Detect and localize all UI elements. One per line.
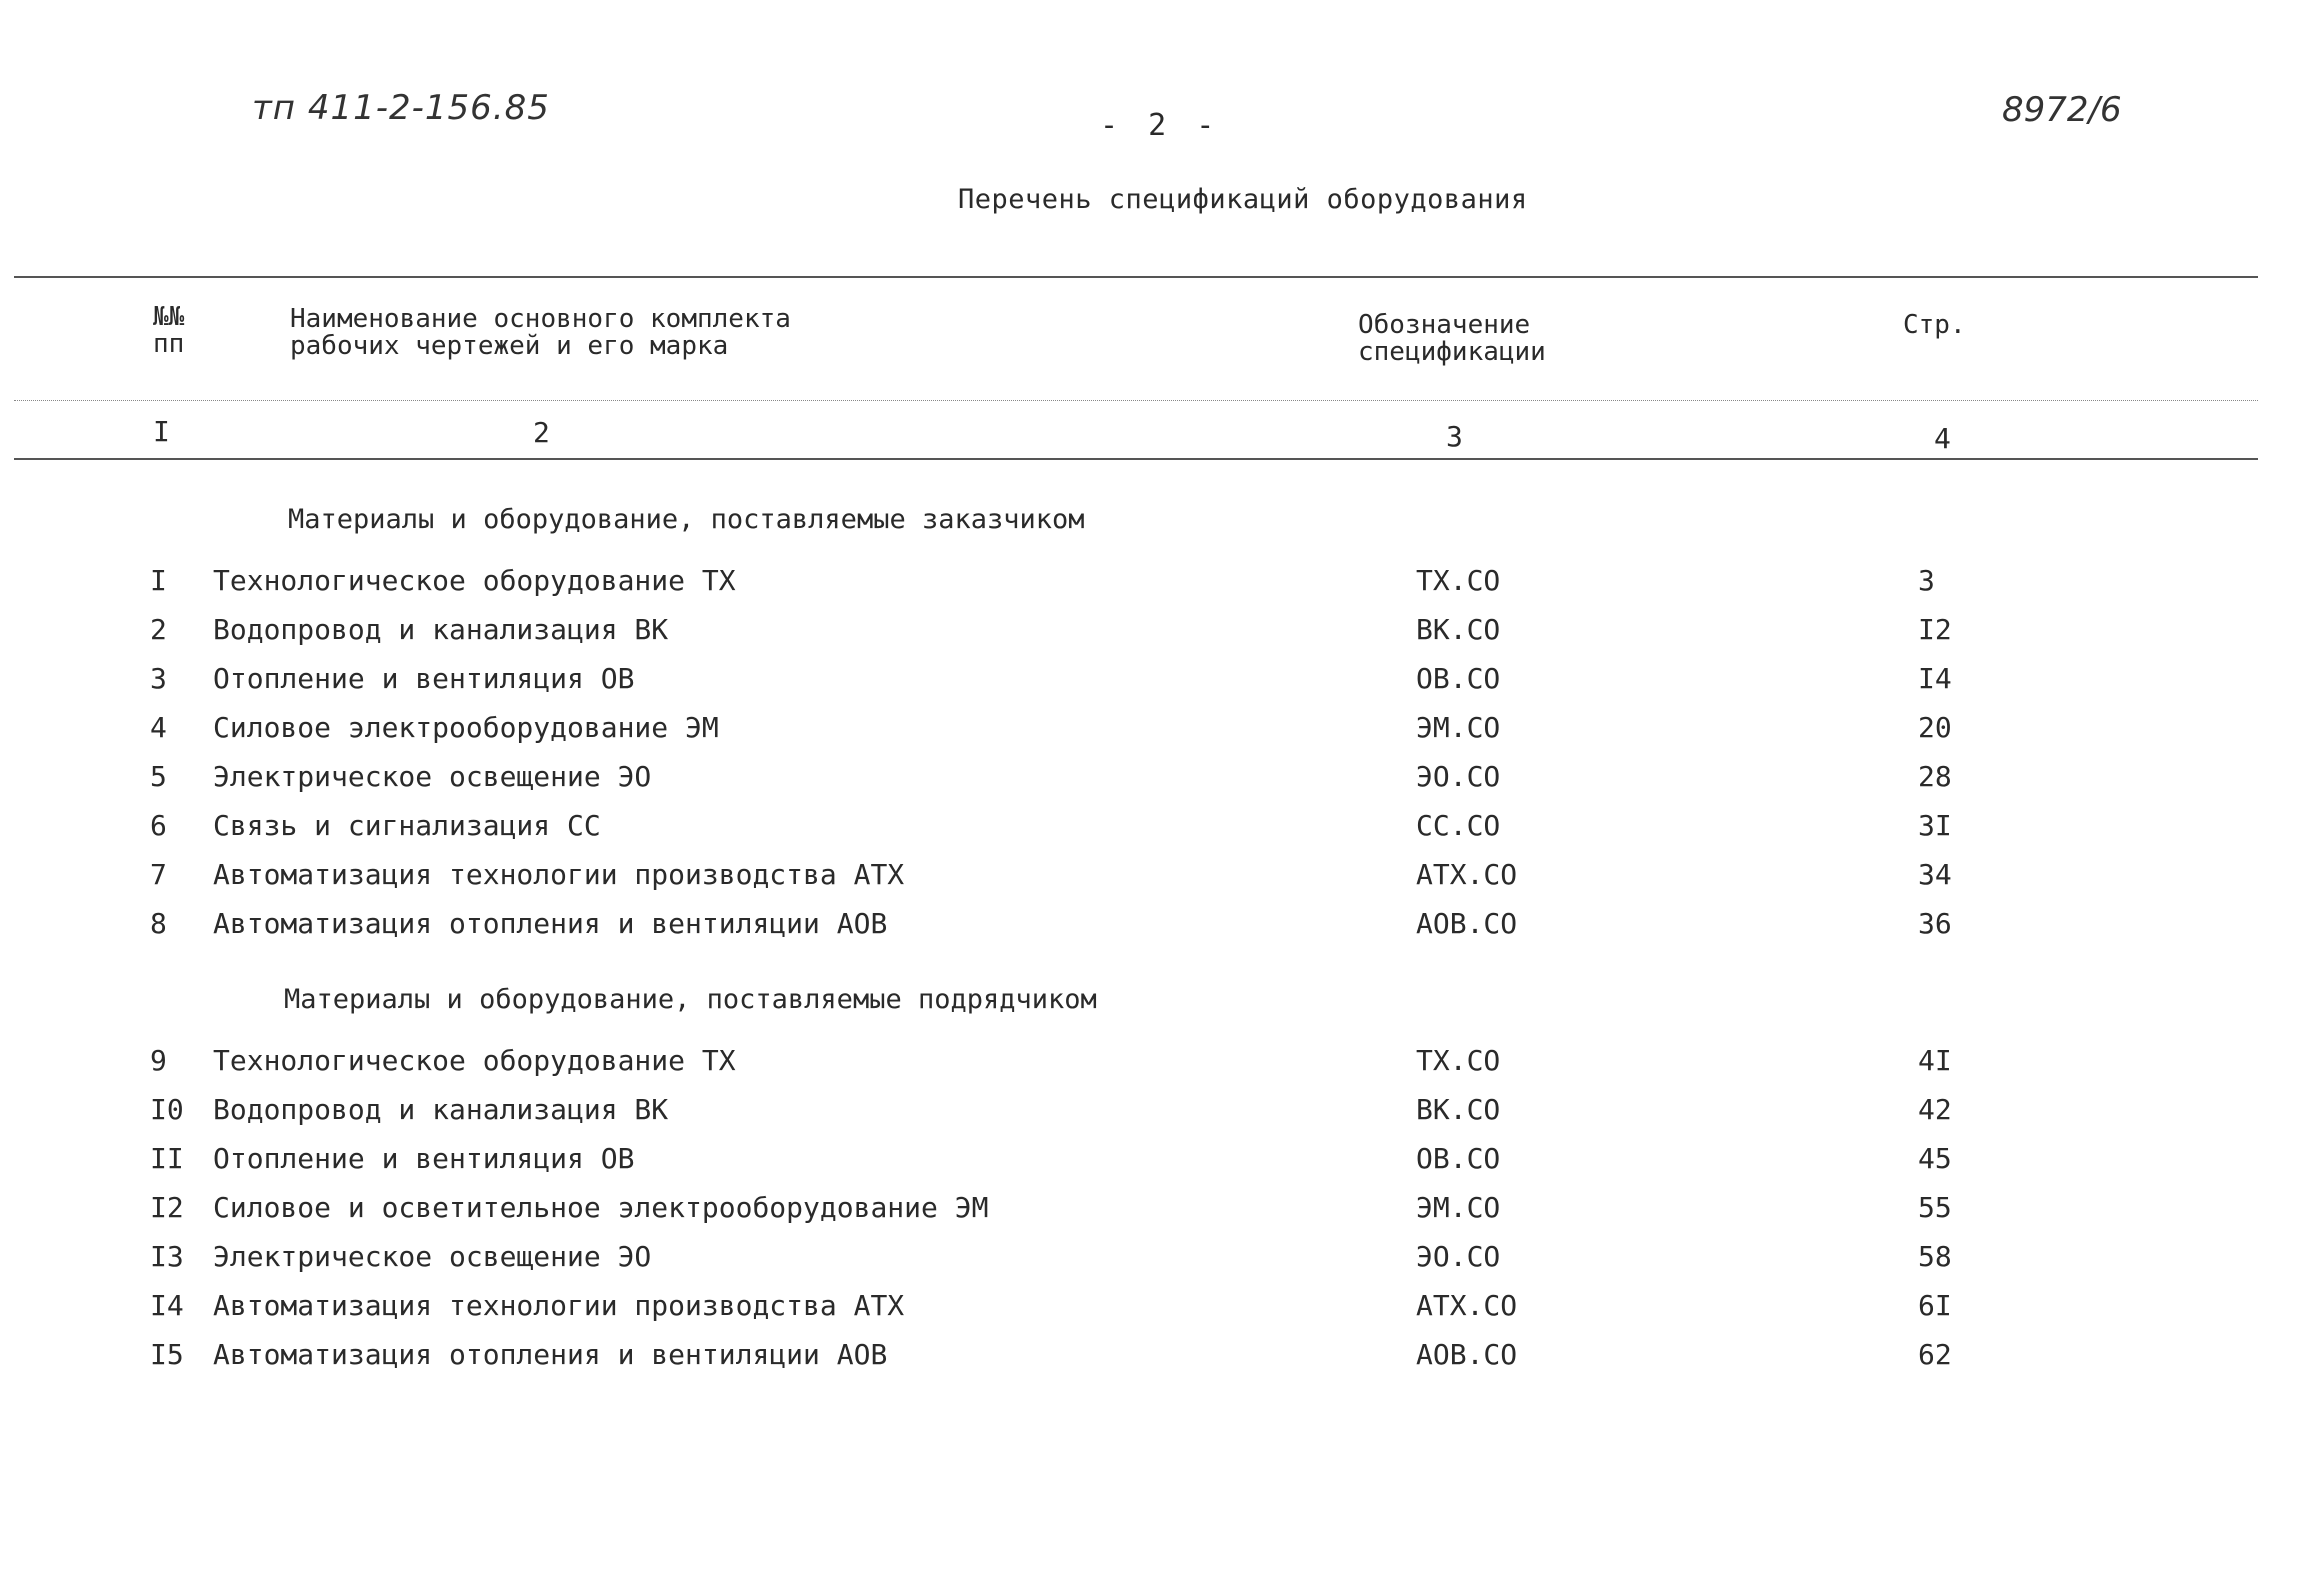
column-number-1: I <box>153 415 170 448</box>
row-page: 34 <box>1918 858 1952 891</box>
section-title-contractor: Материалы и оборудование, поставляемые подрядчиком <box>284 984 1097 1015</box>
column-number-2: 2 <box>533 416 550 449</box>
row-designation: ТХ.СО <box>1416 564 1501 597</box>
row-number: 3 <box>150 662 167 695</box>
row-name: Автоматизация технологии производства АТХ <box>213 1289 905 1322</box>
table-row <box>0 1142 2300 1182</box>
row-number: 5 <box>150 760 167 793</box>
page-title: Перечень спецификаций оборудования <box>958 184 1528 215</box>
table-row <box>0 1044 2300 1084</box>
row-name: Силовое электрооборудование ЭМ <box>213 711 719 744</box>
row-designation: АОВ.СО <box>1416 907 1518 940</box>
row-page: 28 <box>1918 760 1952 793</box>
row-page: 20 <box>1918 711 1952 744</box>
row-number: 7 <box>150 858 167 891</box>
row-page: 55 <box>1918 1191 1952 1224</box>
row-number: I4 <box>150 1289 184 1322</box>
column-header-name-line2: рабочих чертежей и его марка <box>290 331 729 361</box>
row-designation: ОВ.СО <box>1416 1142 1501 1175</box>
row-page: 42 <box>1918 1093 1952 1126</box>
table-row <box>0 613 2300 653</box>
row-number: 6 <box>150 809 167 842</box>
row-number: 2 <box>150 613 167 646</box>
row-designation: ЭО.СО <box>1416 760 1501 793</box>
row-name: Технологическое оборудование ТХ <box>213 564 736 597</box>
row-page: 58 <box>1918 1240 1952 1273</box>
document-code: тп 411-2-156.85 <box>252 88 550 128</box>
row-number: I0 <box>150 1093 184 1126</box>
column-header-name-line1: Наименование основного комплекта <box>290 304 791 334</box>
row-number: I3 <box>150 1240 184 1273</box>
row-name: Силовое и осветительное электрооборудование ЭМ <box>213 1191 989 1224</box>
table-row <box>0 809 2300 849</box>
section-title-customer: Материалы и оборудование, поставляемые заказчиком <box>288 504 1085 535</box>
row-designation: ЭО.СО <box>1416 1240 1501 1273</box>
row-name: Водопровод и канализация ВК <box>213 1093 669 1126</box>
column-number-3: 3 <box>1446 420 1463 453</box>
column-numbers-bottom-rule <box>14 458 2258 460</box>
column-header-designation <box>1358 312 1546 366</box>
table-row <box>0 1338 2300 1378</box>
row-page: 4I <box>1918 1044 1952 1077</box>
table-top-rule <box>14 276 2258 278</box>
row-designation: АТХ.СО <box>1416 1289 1518 1322</box>
column-header-name <box>290 306 791 360</box>
header-divider-rule <box>14 400 2258 401</box>
row-name: Отопление и вентиляция ОВ <box>213 1142 635 1175</box>
row-number: I5 <box>150 1338 184 1371</box>
row-page: 62 <box>1918 1338 1952 1371</box>
page-number: - 2 - <box>1100 108 1221 143</box>
column-header-designation-line1: Обозначение <box>1358 310 1531 340</box>
column-number-4: 4 <box>1934 422 1951 455</box>
row-number: II <box>150 1142 184 1175</box>
row-page: 3I <box>1918 809 1952 842</box>
table-row <box>0 858 2300 898</box>
column-header-designation-line2: спецификации <box>1358 337 1546 367</box>
table-row <box>0 1289 2300 1329</box>
row-name: Электрическое освещение ЭО <box>213 1240 652 1273</box>
row-designation: ЭМ.СО <box>1416 711 1501 744</box>
row-designation: ТХ.СО <box>1416 1044 1501 1077</box>
row-name: Связь и сигнализация СС <box>213 809 601 842</box>
row-designation: ОВ.СО <box>1416 662 1501 695</box>
row-page: I4 <box>1918 662 1952 695</box>
row-page: 6I <box>1918 1289 1952 1322</box>
row-number: 4 <box>150 711 167 744</box>
column-header-number-line2: пп <box>153 329 185 359</box>
row-page: 45 <box>1918 1142 1952 1175</box>
row-designation: ВК.СО <box>1416 1093 1501 1126</box>
column-header-number <box>153 304 184 358</box>
row-name: Технологическое оборудование ТХ <box>213 1044 736 1077</box>
row-designation: АТХ.СО <box>1416 858 1518 891</box>
row-name: Автоматизация технологии производства АТХ <box>213 858 905 891</box>
table-row <box>0 1093 2300 1133</box>
row-designation: СС.СО <box>1416 809 1501 842</box>
table-row <box>0 907 2300 947</box>
row-designation: АОВ.СО <box>1416 1338 1518 1371</box>
table-row <box>0 662 2300 702</box>
table-row <box>0 760 2300 800</box>
column-header-page: Стр. <box>1903 310 1966 340</box>
row-name: Автоматизация отопления и вентиляции АОВ <box>213 1338 888 1371</box>
row-page: I2 <box>1918 613 1952 646</box>
row-number: 9 <box>150 1044 167 1077</box>
table-row <box>0 564 2300 604</box>
column-header-number-line1: №№ <box>153 302 185 332</box>
row-designation: ЭМ.СО <box>1416 1191 1501 1224</box>
row-name: Водопровод и канализация ВК <box>213 613 669 646</box>
row-number: 8 <box>150 907 167 940</box>
table-row <box>0 1191 2300 1231</box>
sheet-number: 8972/6 <box>2002 90 2122 130</box>
row-name: Электрическое освещение ЭО <box>213 760 652 793</box>
row-page: 3 <box>1918 564 1935 597</box>
table-row <box>0 1240 2300 1280</box>
row-number: I2 <box>150 1191 184 1224</box>
row-designation: ВК.СО <box>1416 613 1501 646</box>
row-page: 36 <box>1918 907 1952 940</box>
row-name: Автоматизация отопления и вентиляции АОВ <box>213 907 888 940</box>
row-name: Отопление и вентиляция ОВ <box>213 662 635 695</box>
row-number: I <box>150 564 167 597</box>
table-row <box>0 711 2300 751</box>
